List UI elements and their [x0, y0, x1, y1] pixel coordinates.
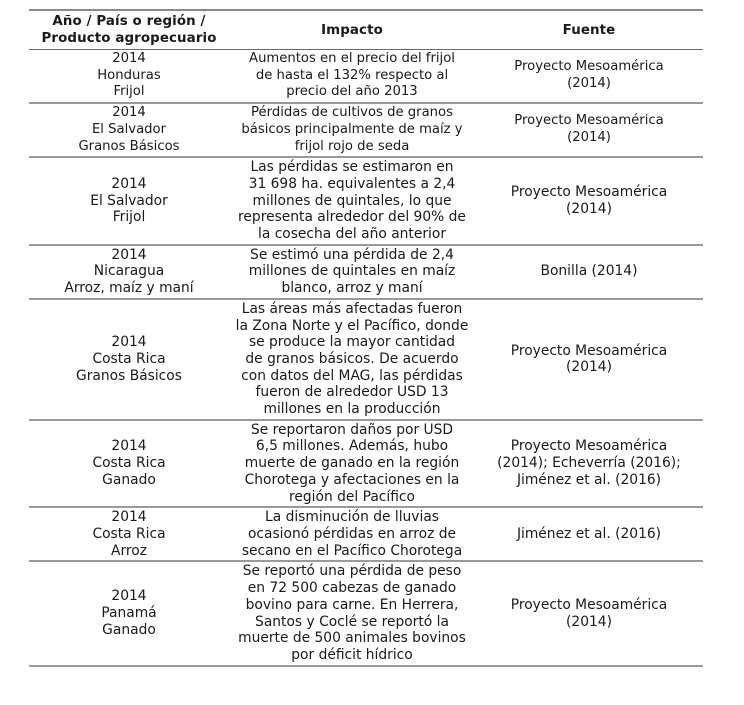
cell-product: Arroz, maíz y maní: [64, 280, 194, 297]
impact-line: blanco, arroz y maní: [281, 280, 423, 297]
header-impact: Impacto: [321, 22, 383, 38]
source-line: (2014): [567, 76, 611, 92]
source-line: (2014); Echeverría (2016);: [497, 455, 681, 472]
impact-line: Pérdidas de cultivos de granos: [251, 105, 453, 121]
cell-year-country-product: [29, 103, 229, 157]
cell-year: 2014: [111, 246, 147, 263]
impact-line: millones en la producción: [263, 401, 441, 418]
cell-country: Costa Rica: [92, 350, 166, 367]
impact-line: de hasta el 132% respecto al: [255, 67, 449, 83]
cell-source: [480, 245, 699, 299]
impact-line: se produce la mayor cantidad: [248, 334, 456, 351]
source-line: Proyecto Mesoamérica: [510, 342, 668, 359]
cell-impact: [234, 245, 470, 299]
impact-line: región del Pacífico: [289, 488, 415, 505]
cell-country: Costa Rica: [92, 455, 166, 472]
impact-line: básicos principalmente de maíz y: [241, 121, 463, 137]
cell-product: Ganado: [102, 471, 156, 488]
table-row: [29, 157, 703, 245]
cell-country: Nicaragua: [93, 263, 165, 280]
cell-year-country-product: [33, 420, 225, 508]
cell-impact: [234, 299, 470, 420]
cell-impact: [234, 157, 470, 245]
cell-year-country-product: [29, 50, 229, 104]
cell-country: El Salvador: [90, 192, 168, 209]
header-col1-line2: Producto agropecuario: [41, 31, 217, 46]
cell-year: 2014: [111, 588, 147, 605]
impact-line: frijol rojo de seda: [294, 138, 410, 154]
table-row: [29, 420, 703, 508]
source-line: Bonilla (2014): [540, 263, 638, 280]
header-year-country-product: [29, 10, 229, 50]
cell-year: 2014: [112, 105, 146, 121]
impact-line: Santos y Coclé se reportó la: [255, 613, 449, 630]
impact-line: millones de quintales en maíz: [248, 263, 456, 280]
source-line: (2014): [566, 200, 612, 217]
source-line: (2014): [567, 130, 611, 146]
impact-line: de granos básicos. De acuerdo: [245, 350, 459, 367]
cell-product: Granos Básicos: [78, 138, 180, 154]
header-row: [29, 10, 703, 50]
impact-line: fueron de alrededor USD 13: [255, 384, 449, 401]
impact-line: millones de quintales, lo que: [252, 192, 452, 209]
impact-line: bovino para carne. En Herrera,: [245, 596, 459, 613]
impact-table-container: [29, 9, 703, 667]
table-row: [29, 507, 703, 561]
impact-line: la cosecha del año anterior: [257, 226, 447, 243]
impact-line: muerte de ganado en la región: [244, 455, 460, 472]
cell-year: 2014: [111, 334, 147, 351]
impact-line: la Zona Norte y el Pacífico, donde: [235, 317, 469, 334]
cell-product: Arroz: [111, 542, 147, 559]
impact-line: 6,5 millones. Además, hubo: [255, 438, 449, 455]
impact-line: representa alrededor del 90% de: [238, 209, 466, 226]
table-row: [29, 299, 703, 420]
cell-year-country-product: [33, 507, 225, 561]
impact-line: Se reportaron daños por USD: [250, 421, 454, 438]
cell-year-country-product: [33, 299, 225, 420]
cell-source: [480, 561, 699, 665]
cell-country: Panamá: [101, 605, 157, 622]
cell-impact: [234, 420, 470, 508]
impact-line: La disminución de lluvias: [265, 509, 439, 526]
cell-year-country-product: [33, 561, 225, 665]
cell-source: [480, 507, 699, 561]
cell-product: Ganado: [102, 621, 156, 638]
cell-country: El Salvador: [91, 121, 167, 137]
impact-line: Aumentos en el precio del frijol: [249, 51, 455, 66]
cell-impact: [229, 50, 475, 104]
cell-year: 2014: [111, 509, 147, 526]
table-row: [29, 561, 703, 665]
source-line: Proyecto Mesoamérica: [510, 596, 668, 613]
cell-source: [475, 50, 703, 104]
impact-line: con datos del MAG, las pérdidas: [241, 367, 463, 384]
header-source: Fuente: [562, 22, 616, 38]
cell-source: [475, 103, 703, 157]
table-row: [29, 245, 703, 299]
impact-line: Las áreas más afectadas fueron: [241, 300, 463, 317]
cell-impact: [234, 561, 470, 665]
source-line: Proyecto Mesoamérica: [514, 59, 664, 75]
impact-line: Se reportó una pérdida de peso: [242, 563, 462, 580]
cell-product: Granos Básicos: [76, 367, 182, 384]
cell-source: [480, 420, 699, 508]
table-row: [29, 50, 703, 104]
cell-source: [480, 157, 699, 245]
source-line: (2014): [566, 613, 612, 630]
impact-line: ocasionó pérdidas en arroz de: [247, 525, 457, 542]
table-row: [29, 103, 703, 157]
impact-line: 31 698 ha. equivalentes a 2,4: [248, 175, 456, 192]
table-body: [29, 50, 703, 666]
cell-year: 2014: [111, 438, 147, 455]
cell-product: Frijol: [113, 84, 145, 100]
source-line: Proyecto Mesoamérica: [510, 184, 668, 201]
impact-line: Las pérdidas se estimaron en: [250, 159, 454, 176]
cell-product: Frijol: [112, 209, 146, 226]
cell-impact: [229, 103, 475, 157]
table-header: [29, 10, 703, 50]
impact-line: secano en el Pacífico Chorotega: [241, 542, 463, 559]
impact-line: Se estimó una pérdida de 2,4: [250, 246, 454, 263]
impact-line: Chorotega y afectaciones en la: [244, 471, 460, 488]
cell-year: 2014: [111, 175, 147, 192]
cell-country: Honduras: [97, 67, 161, 83]
cell-impact: [234, 507, 470, 561]
impact-table: [29, 9, 703, 667]
cell-year-country-product: [33, 157, 225, 245]
cell-year: 2014: [112, 51, 146, 66]
cell-source: [480, 299, 699, 420]
source-line: Proyecto Mesoamérica: [510, 438, 668, 455]
source-line: Jiménez et al. (2016): [516, 525, 662, 542]
source-line: Proyecto Mesoamérica: [514, 113, 664, 129]
cell-country: Costa Rica: [92, 525, 166, 542]
impact-line: en 72 500 cabezas de ganado: [247, 580, 457, 597]
source-line: Jiménez et al. (2016): [516, 471, 662, 488]
cell-year-country-product: [33, 245, 225, 299]
header-col1-line1: Año / País o región /: [52, 14, 206, 29]
impact-line: muerte de 500 animales bovinos: [238, 630, 466, 647]
impact-line: por déficit hídrico: [291, 646, 413, 663]
impact-line: precio del año 2013: [286, 84, 418, 100]
source-line: (2014): [566, 359, 612, 376]
